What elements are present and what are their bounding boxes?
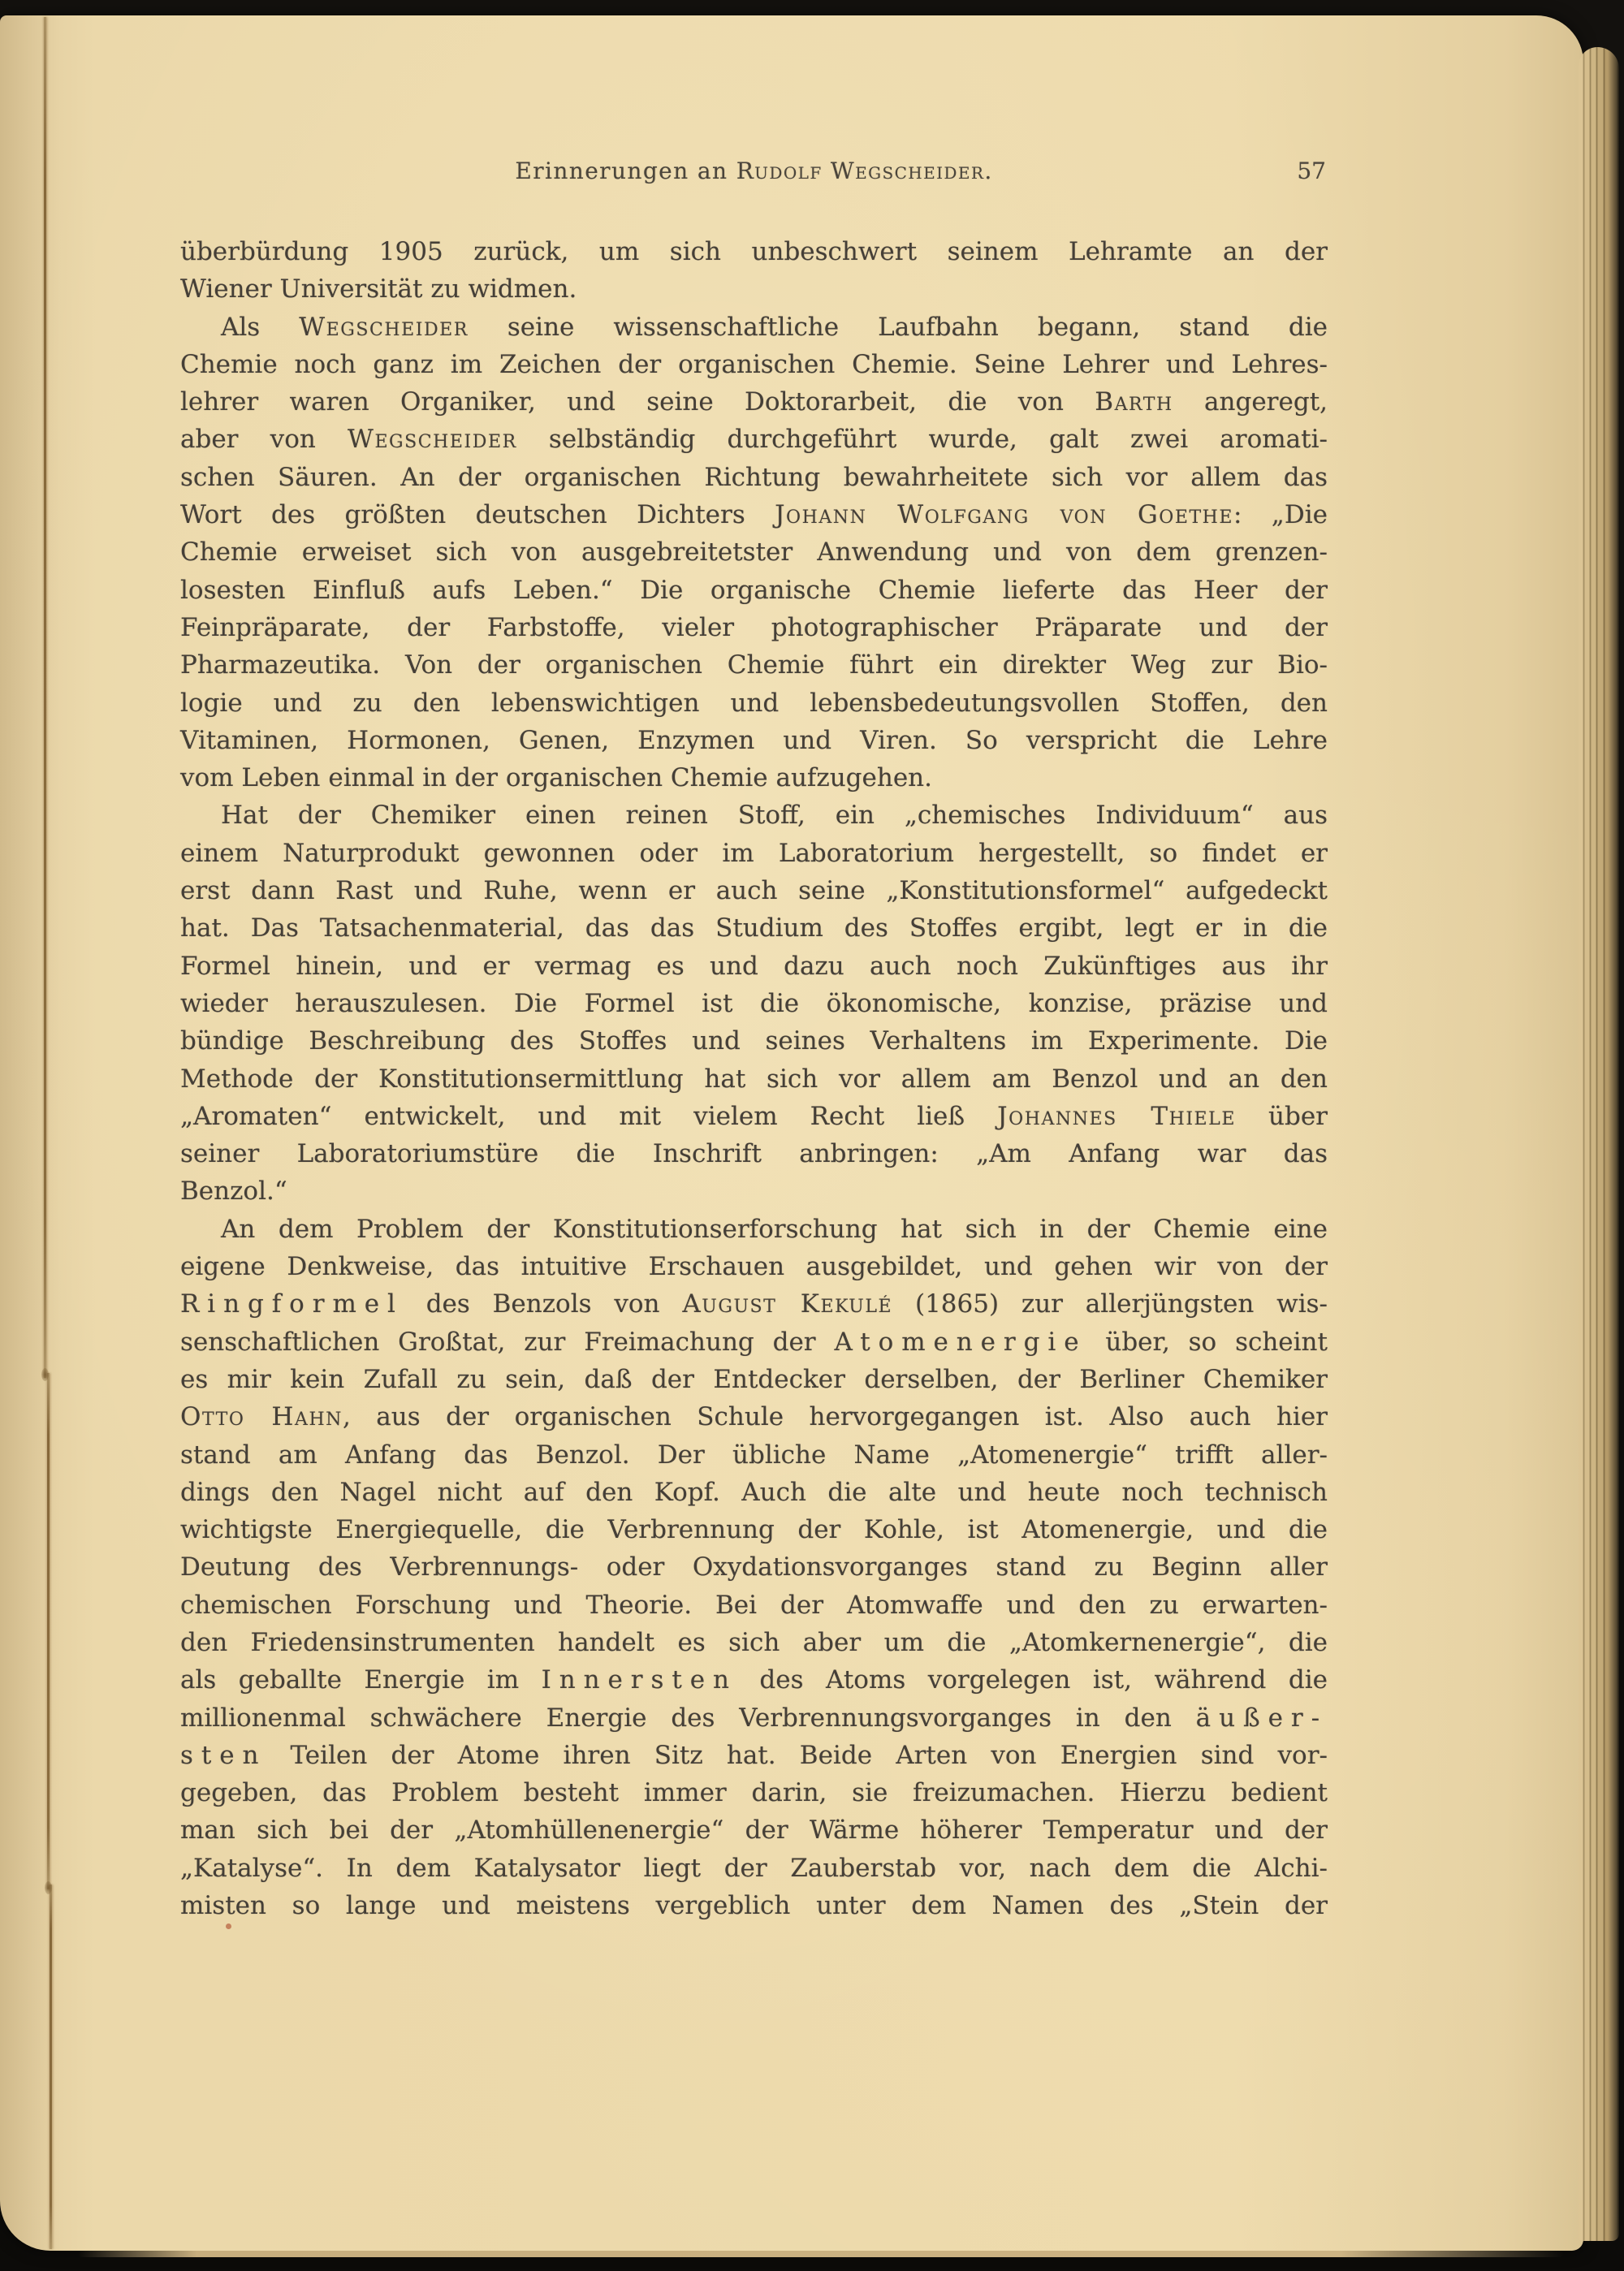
text-line [180,722,1328,759]
text-line [180,1587,1328,1624]
page-edge-stack [1579,47,1619,2241]
text-segment: aber von [180,425,348,455]
text-line [180,1850,1328,1887]
text-line [180,1624,1328,1661]
paragraph [180,797,1328,1210]
text-segment: angeregt, [1173,387,1328,417]
text-line [180,1135,1328,1172]
text-segment: Pharmazeutika. Von der organischen Chemie führt ein direkter Weg zur Bio- [180,650,1328,680]
running-title-name: Rudolf Wegscheider [736,158,985,184]
text-segment: „Katalyse“. In dem Katalysator liegt der Zauberstab vor, nach dem die Alchi- [180,1853,1328,1883]
text-segment: Formel hinein, und er vermag es und dazu auch noch Zukünftiges aus ihr [180,951,1328,981]
text-line [180,309,1328,346]
text-line [180,572,1328,609]
text-segment: schen Säuren. An der organischen Richtung bewahrheitete sich vor allem das [180,462,1328,492]
text-segment: , aus der organischen Schule hervorgegangen ist. Also auch hier [342,1402,1328,1432]
text-line [180,684,1328,722]
text-segment: über [1235,1101,1328,1131]
running-title-prefix: Erinnerungen an [515,158,736,184]
letterspaced-emphasis: Atomenergie [834,1327,1087,1357]
text-segment: wichtigste Energiequelle, die Verbrennung der Kohle, ist Atomenergie, und die [180,1515,1328,1545]
text-segment: den Friedensinstrumenten handelt es sich aber um die „Atomkernenergie“, die [180,1627,1328,1657]
text-segment: millionenmal schwächere Energie des Verbrennungsvorganges in den [180,1703,1196,1733]
text-segment: : „Die [1233,500,1328,530]
page-fold-line [44,17,46,1378]
smallcaps-name: Johannes Thiele [997,1101,1236,1131]
text-line [180,1398,1328,1436]
text-segment: Deutung des Verbrennungs- oder Oxydationsvorganges stand zu Beginn aller [180,1552,1328,1582]
text-line [180,421,1328,458]
text-segment: einem Naturprodukt gewonnen oder im Laboratorium hergestellt, so findet er [180,838,1328,868]
text-line [180,1436,1328,1474]
text-line [180,270,1328,308]
text-segment: über, so scheint [1086,1327,1328,1357]
running-title [180,153,1328,189]
letterspaced-emphasis: Innersten [541,1665,737,1695]
text-segment: hat. Das Tatsachenmaterial, das das Studium des Stoffes ergibt, legt er in die [180,913,1328,943]
page-number: 57 [1297,158,1326,184]
text-line [180,1098,1328,1135]
text-line [180,1323,1328,1361]
smallcaps-name: Barth [1095,387,1173,417]
smallcaps-name: Johann Wolfgang von Goethe [775,500,1234,530]
text-segment: gegeben, das Problem besteht immer darin, sie freizumachen. Hierzu bedient [180,1778,1328,1808]
text-line [180,1211,1328,1248]
text-segment: Wort des größten deutschen Dichters [180,500,775,530]
letterspaced-emphasis: äußer- [1195,1703,1328,1733]
text-segment: seiner Laboratoriumstüre die Inschrift anbringen: „Am Anfang war das [180,1139,1328,1169]
text-line [180,1172,1328,1210]
text-segment: seine wissenschaftliche Laufbahn begann, stand die [468,312,1328,342]
text-segment: An dem Problem der Konstitutionserforschung hat sich in der Chemie eine [221,1214,1328,1244]
text-segment: Teilen der Atome ihren Sitz hat. Beide Arten von Energien sind vor- [266,1740,1328,1770]
text-line [180,985,1328,1022]
text-segment: wieder herauszulesen. Die Formel ist die ökonomische, konzise, präzise und [180,988,1328,1018]
text-line [180,609,1328,646]
text-segment: chemischen Forschung und Theorie. Bei der Atomwaffe und den zu erwarten- [180,1590,1328,1620]
text-segment: (1865) zur allerjüngsten wis- [892,1289,1328,1319]
book-page [0,15,1583,2251]
text-segment: Chemie erweiset sich von ausgebreitetster Anwendung und von dem grenzen- [180,538,1328,568]
text-segment: bündige Beschreibung des Stoffes und seines Verhaltens im Experimente. Die [180,1026,1328,1056]
text-segment: Chemie noch ganz im Zeichen der organischen Chemie. Seine Lehrer und Lehres- [180,349,1328,379]
paragraph [180,1211,1328,1925]
text-segment: Vitaminen, Hormonen, Genen, Enzymen und Viren. So verspricht die Lehre [180,725,1328,755]
text-line [180,1548,1328,1586]
text-segment: selbständig durchgeführt wurde, galt zwei aromati- [516,425,1328,455]
text-segment: des Atoms vorgelegen ist, während die [736,1665,1328,1695]
text-segment: es mir kein Zufall zu sein, daß der Entdecker derselben, der Berliner Chemiker [180,1364,1328,1394]
text-line [180,872,1328,909]
text-line [180,533,1328,571]
text-line [180,1285,1328,1323]
text-line [180,233,1328,270]
text-segment: lehrer waren Organiker, und seine Doktorarbeit, die von [180,387,1095,417]
text-line [180,1737,1328,1774]
page-body [180,233,1328,1924]
smallcaps-name: August Kekulé [682,1289,893,1319]
text-segment: logie und zu den lebenswichtigen und lebensbedeutungsvollen Stoffen, den [180,688,1328,718]
text-segment: man sich bei der „Atomhüllenenergie“ der Wärme höherer Temperatur und der [180,1816,1328,1846]
text-segment: dings den Nagel nicht auf den Kopf. Auch die alte und heute noch technisch [180,1477,1328,1507]
text-segment: Feinpräparate, der Farbstoffe, vieler photographischer Präparate und der [180,612,1328,642]
text-segment: losesten Einfluß aufs Leben.“ Die organische Chemie lieferte das Heer der [180,575,1328,605]
text-line [180,459,1328,496]
text-segment: misten so lange und meistens vergeblich unter dem Namen des „Stein der [180,1891,1328,1921]
text-segment: Wiener Universität zu widmen. [180,274,577,304]
text-segment: Methode der Konstitutionsermittlung hat sich vor allem am Benzol und an den [180,1064,1328,1094]
text-line [180,1248,1328,1285]
text-line [180,496,1328,533]
text-line [180,909,1328,947]
text-segment: Hat der Chemiker einen reinen Stoff, ein „chemisches Individuum“ aus [221,801,1328,831]
text-line [180,346,1328,383]
text-segment: Benzol.“ [180,1177,287,1207]
text-line [180,1699,1328,1737]
fold-knot [41,1368,49,1381]
page-fold-line [50,1885,52,2249]
text-line [180,1887,1328,1924]
paragraph [180,233,1328,309]
text-line [180,759,1328,797]
text-line [180,1474,1328,1511]
letterspaced-emphasis: sten [180,1740,267,1770]
text-line [180,948,1328,985]
text-line [180,646,1328,684]
paragraph [180,309,1328,797]
text-segment: „Aromaten“ entwickelt, und mit vielem Recht ließ [180,1101,998,1131]
smallcaps-name: Otto Hahn [180,1402,343,1432]
letterspaced-emphasis: Ringformel [180,1289,404,1319]
text-line [180,383,1328,421]
text-line [180,835,1328,872]
text-segment: als geballte Energie im [180,1665,542,1695]
text-segment: des Benzols von [403,1289,683,1319]
text-line [180,1022,1328,1060]
text-segment: eigene Denkweise, das intuitive Erschauen ausgebildet, und gehen wir von der [180,1252,1328,1282]
text-segment: stand am Anfang das Benzol. Der übliche Name „Atomenergie“ trifft aller- [180,1440,1328,1470]
page-header [180,153,1328,189]
text-line [180,1361,1328,1398]
text-segment: erst dann Rast und Ruhe, wenn er auch seine „Konstitutionsformel“ aufgedeckt [180,876,1328,906]
text-line [180,1511,1328,1548]
smallcaps-name: Wegscheider [348,425,517,455]
text-line [180,1661,1328,1699]
page-fold-line [47,1373,50,1889]
fold-knot [45,1881,52,1894]
text-line [180,1060,1328,1098]
running-title-period: . [984,158,993,184]
text-segment: Als [221,312,300,342]
text-line [180,797,1328,834]
text-segment: vom Leben einmal in der organischen Chemie aufzugehen. [180,763,933,793]
text-line [180,1774,1328,1811]
bottom-sheet-edge [78,2251,1564,2257]
smallcaps-name: Wegscheider [299,312,469,342]
text-line [180,1811,1328,1849]
page-text-area [180,153,1328,1924]
text-segment: senschaftlichen Großtat, zur Freimachung der [180,1327,835,1357]
text-segment: überbürdung 1905 zurück, um sich unbeschwert seinem Lehramte an der [180,237,1328,266]
